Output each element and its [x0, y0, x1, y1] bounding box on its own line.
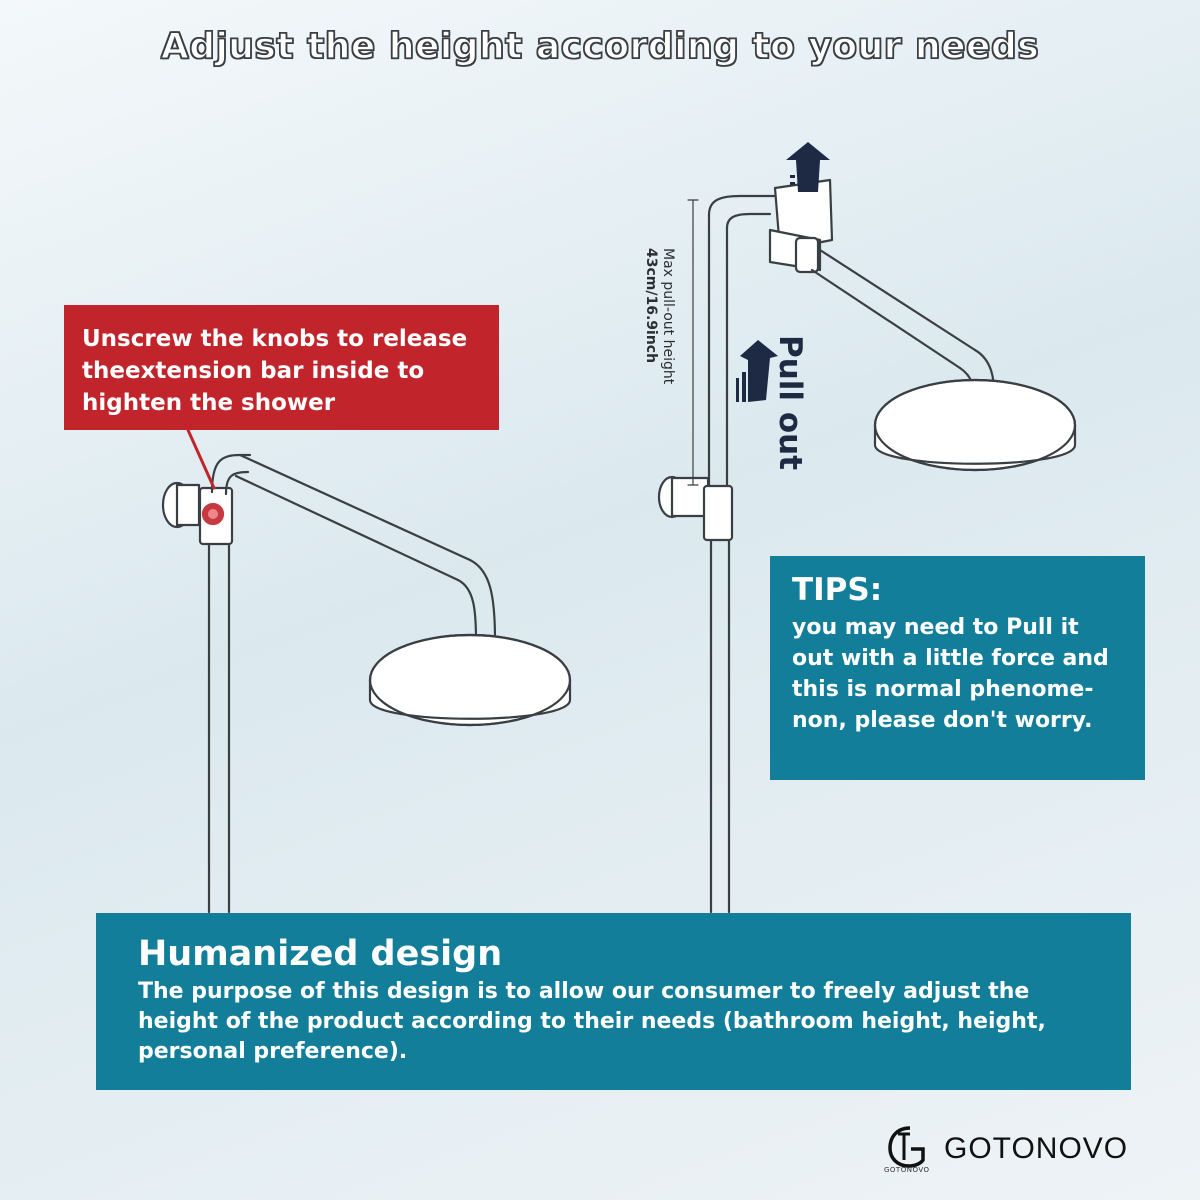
left-shower: [163, 455, 570, 912]
pull-out-label: Pull out: [772, 335, 808, 471]
design-line: personal preference).: [138, 1039, 408, 1064]
callout-line: Unscrew the knobs to release: [82, 326, 468, 352]
callout-box: [64, 305, 499, 430]
page-title: Adjust the height according to your needs: [160, 26, 1040, 67]
max-height-label: [642, 248, 676, 384]
max-height-line1: Max pull-out height: [660, 248, 676, 385]
tips-line: you may need to Pull it: [792, 615, 1079, 640]
right-shower: [659, 180, 1075, 912]
tips-line: this is normal phenome-: [792, 677, 1094, 702]
tips-title: TIPS:: [792, 572, 883, 608]
callout-line: highten the shower: [82, 390, 336, 416]
tips-box: [770, 556, 1145, 780]
design-line: height of the product according to their needs (bathroom height, height,: [138, 1009, 1046, 1034]
design-line: The purpose of this design is to allow our consumer to freely adjust the: [138, 979, 1030, 1004]
max-height-line2: 43cm/16.9inch: [643, 248, 659, 364]
design-title: Humanized design: [138, 934, 503, 974]
callout-line: theextension bar inside to: [82, 358, 425, 384]
brand: [880, 1120, 1180, 1180]
brand-mini-text: GOTONOVO: [884, 1166, 930, 1174]
brand-name: GOTONOVO: [944, 1132, 1129, 1165]
design-box: [96, 913, 1131, 1090]
tips-line: non, please don't worry.: [792, 708, 1093, 733]
tips-line: out with a little force and: [792, 646, 1109, 671]
